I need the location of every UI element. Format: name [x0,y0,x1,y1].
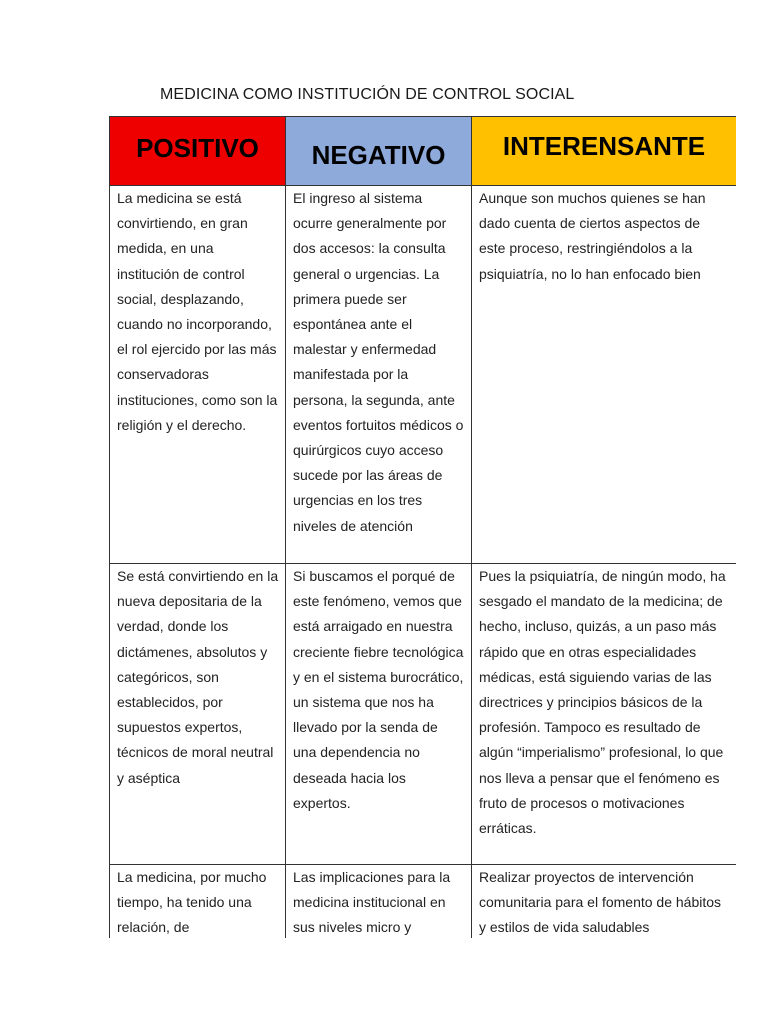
cell-text: Se está convirtiendo en la nueva depositaria de la verdad, donde los dictámenes, absolutos y categóricos, son establecidos, por supuestos expertos, técnicos de moral neutral y aséptica [117,568,279,786]
table-row [110,865,737,939]
cell-positivo [110,865,286,939]
header-interesante-label: INTERENSANTE [502,131,706,161]
cell-text: Realizar proyectos de intervención comunitaria para el fomento de hábitos y estilos de vida saludables [479,869,722,936]
table-row [110,564,737,865]
comparison-table-container [109,116,736,938]
cell-text: El ingreso al sistema ocurre generalmente por dos accesos: la consulta general o urgencias. La primera puede ser espontánea ante el malestar y enfermedad manifestada por la persona, la segunda, ante eventos fortuitos médicos o quirúrgicos cuyo acceso sucede por las áreas de urgencias en los tres niveles de atención [293,190,464,534]
cell-interesante [472,564,737,865]
cell-text: Aunque son muchos quienes se han dado cuenta de ciertos aspectos de este proceso, restringiéndolos a la psiquiatría, no lo han enfocado bien [479,190,706,282]
header-negativo [286,117,472,186]
cell-text: Pues la psiquiatría, de ningún modo, ha sesgado el mandato de la medicina; de hecho, incluso, quizás, a un paso más rápido que en otras especialidades médicas, está siguiendo varias de las directrices y principios básicos de la profesión. Tampoco es resultado de algún “imperialismo” profesional, lo que nos lleva a pensar que el fenómeno es fruto de procesos o motivaciones erráticas. [479,568,726,837]
page-title: MEDICINA COMO INSTITUCIÓN DE CONTROL SOCIAL [160,86,575,103]
cell-text: La medicina se está convirtiendo, en gran medida, en una institución de control social, desplazando, cuando no incorporando, el rol ejercido por las más conservadoras instituciones, como son la religión y el derecho. [117,190,278,433]
cell-positivo [110,186,286,564]
cell-negativo [286,186,472,564]
cell-interesante [472,865,737,939]
cell-text: Si buscamos el porqué de este fenómeno, vemos que está arraigado en nuestra creciente fiebre tecnológica y en el sistema burocrático, un sistema que nos ha llevado por la senda de una dependencia no deseada hacia los expertos. [293,568,464,811]
table-row [110,186,737,564]
header-positivo-label: POSITIVO [136,133,259,163]
cell-negativo [286,865,472,939]
header-interesante [472,117,737,186]
cell-positivo [110,564,286,865]
header-positivo [110,117,286,186]
cell-text: Las implicaciones para la medicina institucional en sus niveles micro y [293,869,451,936]
header-row [110,117,737,186]
cell-interesante [472,186,737,564]
cell-negativo [286,564,472,865]
pni-table [109,116,736,938]
cell-text: La medicina, por mucho tiempo, ha tenido una relación, de [117,869,267,936]
header-negativo-label: NEGATIVO [311,140,446,170]
